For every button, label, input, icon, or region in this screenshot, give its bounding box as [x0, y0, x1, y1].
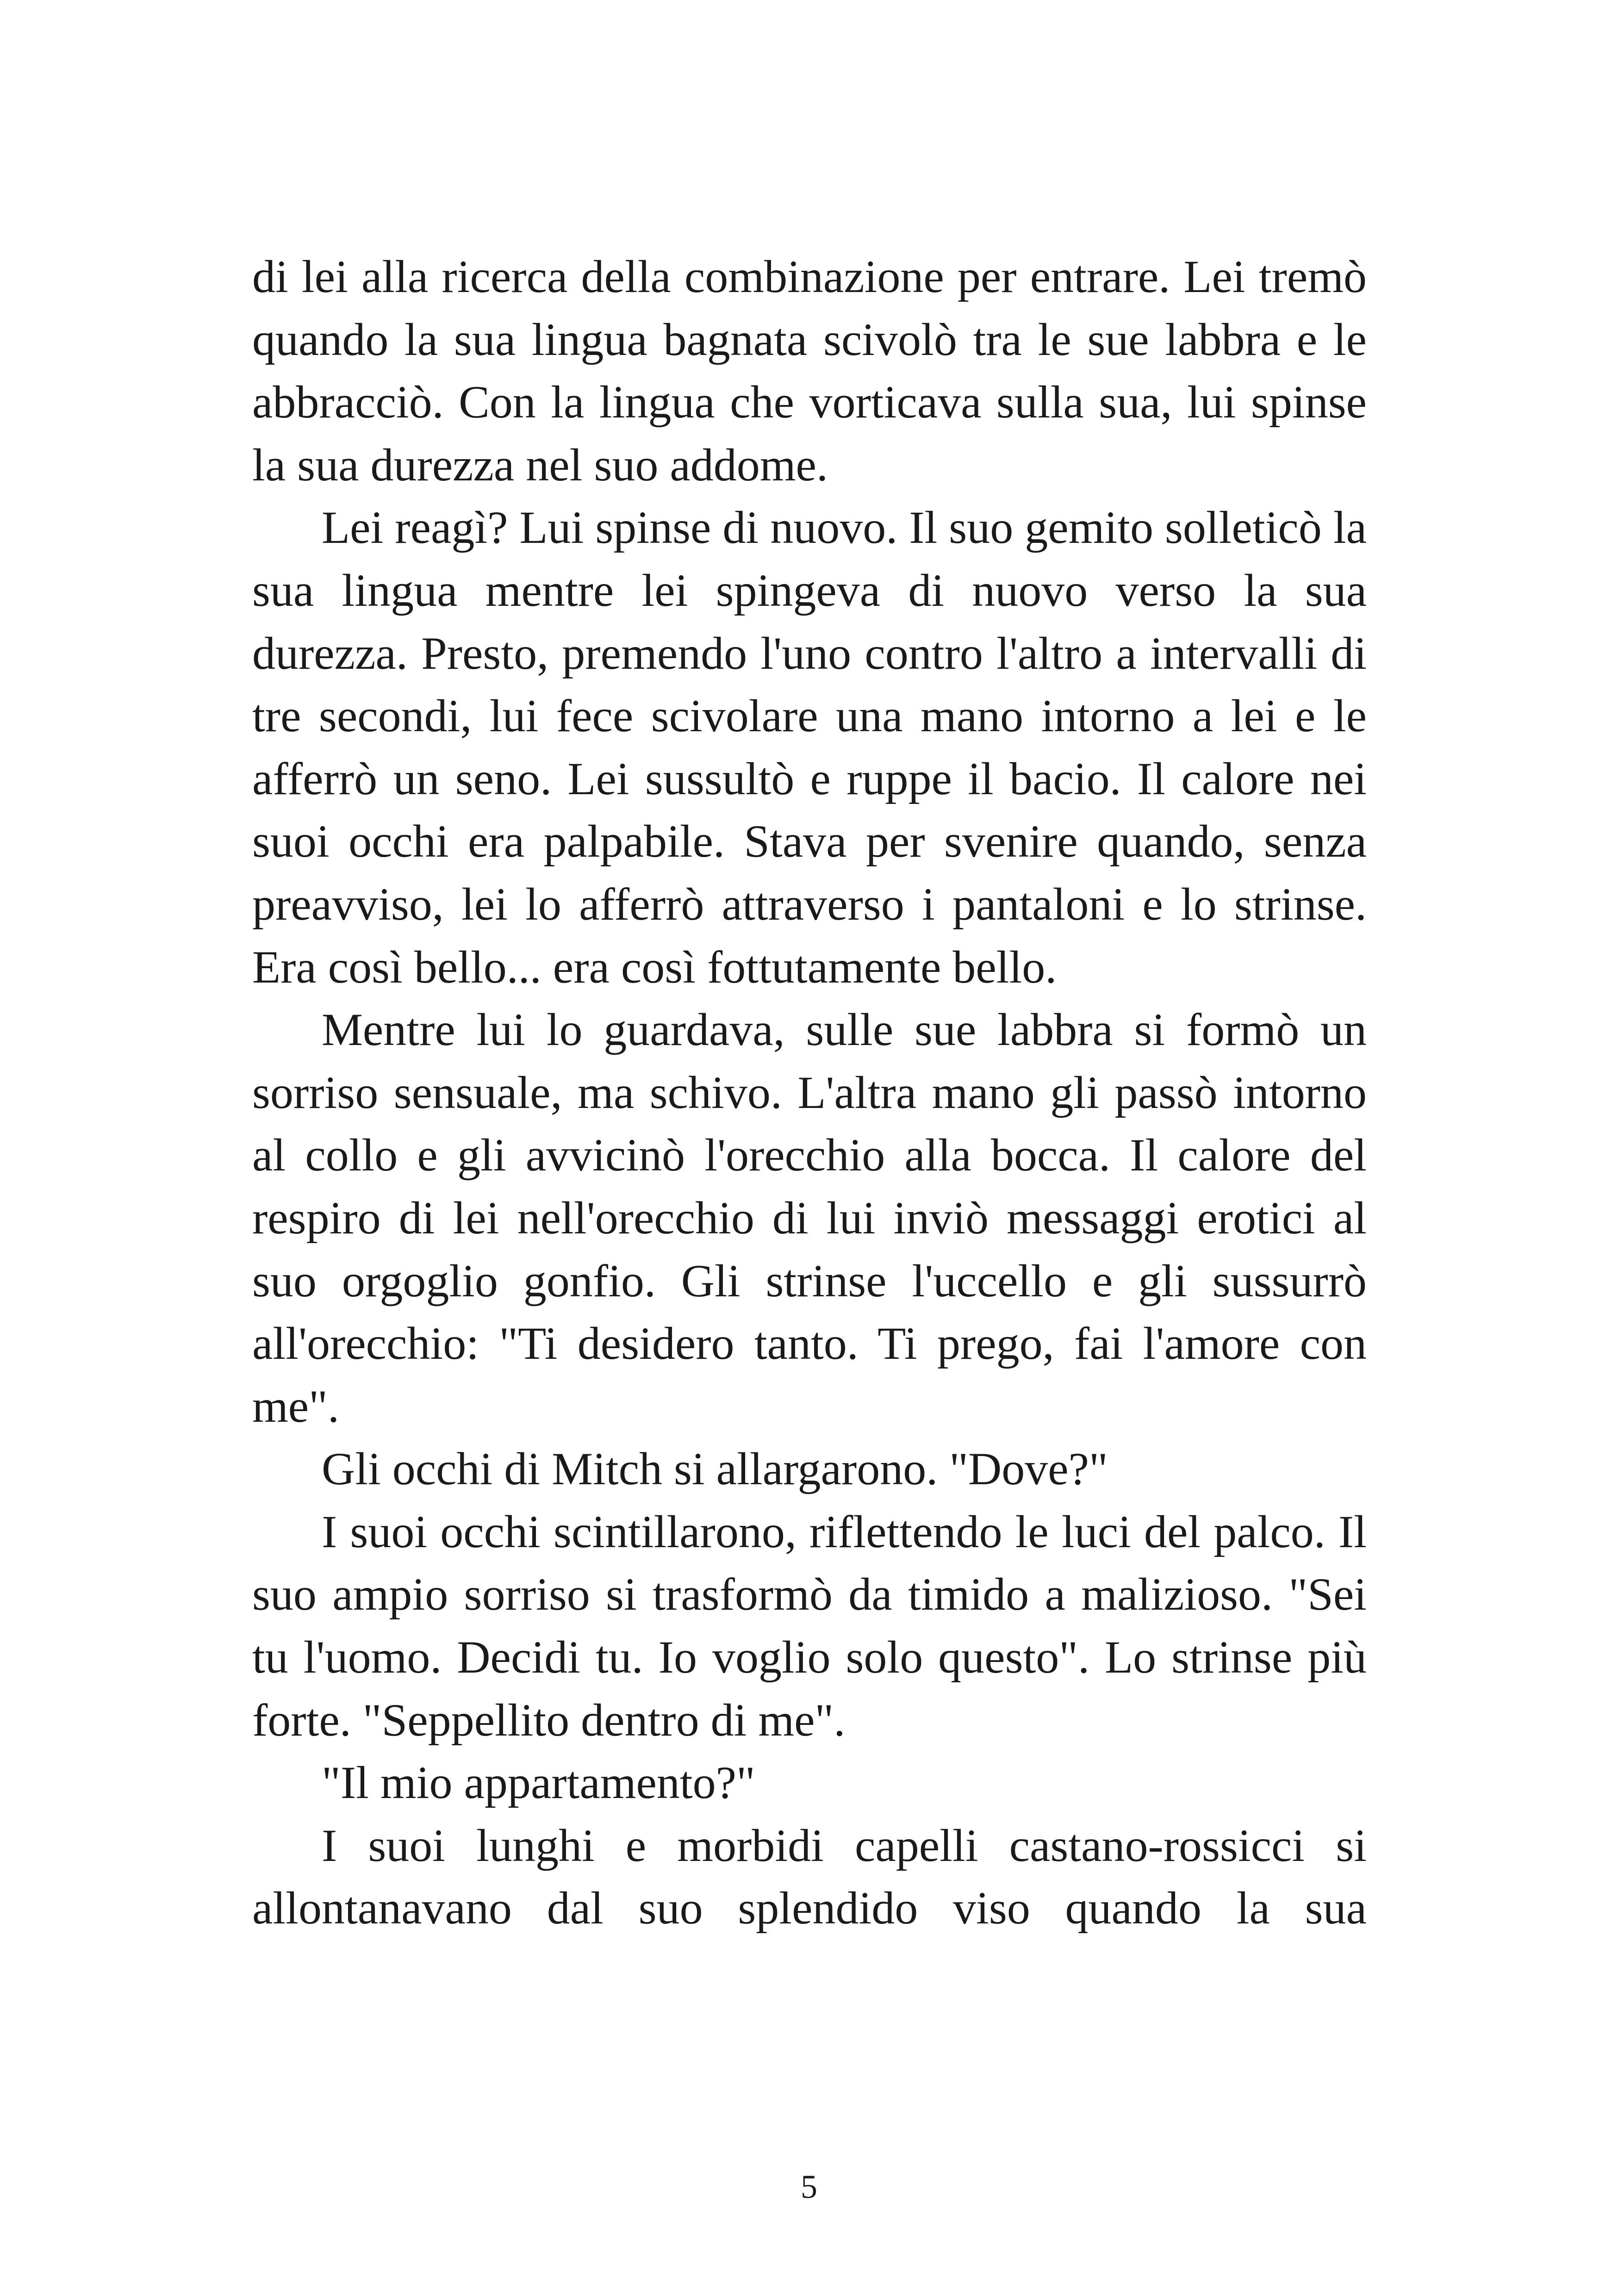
- page-number: 5: [801, 2168, 817, 2205]
- paragraph-4: Gli occhi di Mitch si allargarono. "Dove?": [322, 1443, 1108, 1495]
- paragraph-5: I suoi occhi scintillarono, riflettendo le luci del palco. Il suo ampio sorriso si trasformò da timido a malizioso. "Sei tu l'uomo. Decidi tu. Io voglio solo questo". Lo strinse più forte. "Seppellito dentro di me".: [252, 1506, 1367, 1746]
- body-text: [252, 245, 1367, 1940]
- paragraph-3: Mentre lui lo guardava, sulle sue labbra si formò un sorriso sensuale, ma schivo. L'altra mano gli passò intorno al collo e gli avvicinò l'orecchio alla bocca. Il calore del respiro di lei nell'orecchio di lui inviò messaggi erotici al suo orgoglio gonfio. Gli strinse l'uccello e gli sussurrò all'orecchio: "Ti desidero tanto. Ti prego, fai l'amore con me".: [252, 1004, 1367, 1432]
- paragraph-2: Lei reagì? Lui spinse di nuovo. Il suo gemito solleticò la sua lingua mentre lei spingeva di nuovo verso la sua durezza. Presto, premendo l'uno contro l'altro a intervalli di tre secondi, lui fece scivolare una mano intorno a lei e le afferrò un seno. Lei sussultò e ruppe il bacio. Il calore nei suoi occhi era palpabile. Stava per svenire quando, senza preavviso, lei lo afferrò attraverso i pantaloni e lo strinse. Era così bello... era così fottutamente bello.: [252, 502, 1367, 993]
- paragraph-6: "Il mio appartamento?": [322, 1757, 755, 1809]
- paragraph-7: I suoi lunghi e morbidi capelli castano-rossicci si allontanavano dal suo splendido viso quando la sua: [252, 1819, 1367, 1934]
- paragraph-1: di lei alla ricerca della combinazione per entrare. Lei tremò quando la sua lingua bagnata scivolò tra le sue labbra e le abbracciò. Con la lingua che vorticava sulla sua, lui spinse la sua durezza nel suo addome.: [252, 251, 1367, 491]
